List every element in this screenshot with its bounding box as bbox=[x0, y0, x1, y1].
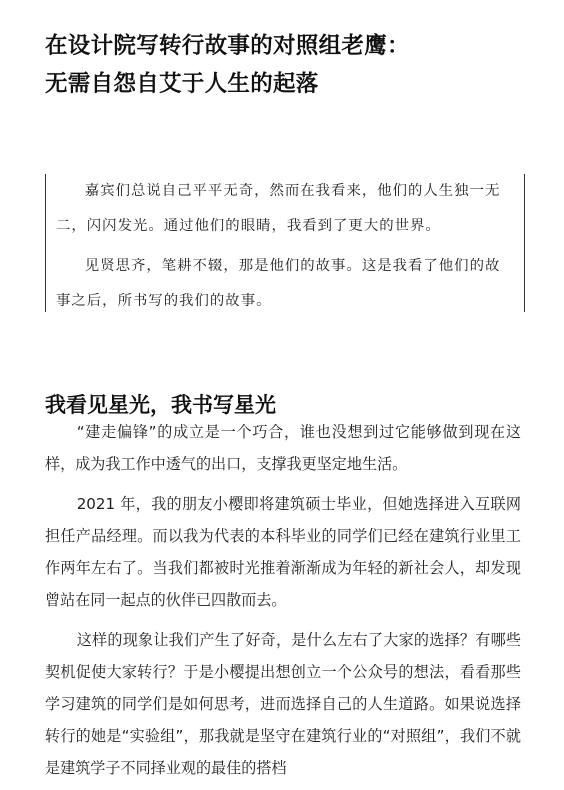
body-paragraph: “建走偏锋”的成立是一个巧合，谁也没想到过它能够做到现在这样，成为我工作中透气的出口，支撑我更坚定地生活。 bbox=[45, 423, 521, 473]
body-paragraph: 2021 年，我的朋友小樱即将建筑硕士毕业，但她选择进入互联网担任产品经理。而以我为代表的本科毕业的同学们已经在建筑行业里工作两年左右了。当我们都被时光推着渐渐成为年轻的新社会人，却发现曾站在同一起点的伙伴已四散而去。 bbox=[45, 495, 521, 609]
epigraph-paragraph: 嘉宾们总说自己平平无奇，然而在我看来，他们的人生独一无二，闪闪发光。通过他们的眼睛，我看到了更大的世界。 bbox=[56, 183, 501, 234]
chapter-title-line-1: 在设计院写转行故事的对照组老鹰： bbox=[45, 33, 410, 60]
section-heading: 我看见星光，我书写星光 bbox=[45, 393, 276, 418]
body-text bbox=[45, 416, 521, 784]
body-paragraph: 这样的现象让我们产生了好奇，是什么左右了大家的选择？有哪些契机促使大家转行？于是小樱提出想创立一个公众号的想法，看看那些学习建筑的同学们是如何思考，进而选择自己的人生道路。如果说选择转行的她是“实验组”，那我就是坚守在建筑行业的“对照组”，我们不就是建筑学子不同择业观的最佳的搭档 bbox=[45, 631, 521, 777]
chapter-title bbox=[45, 27, 525, 103]
epigraph-block bbox=[45, 174, 525, 312]
epigraph-paragraph: 见贤思齐，笔耕不辍，那是他们的故事。这是我看了他们的故事之后，所书写的我们的故事。 bbox=[56, 258, 501, 309]
chapter-title-line-2: 无需自怨自艾于人生的起落 bbox=[45, 71, 319, 98]
